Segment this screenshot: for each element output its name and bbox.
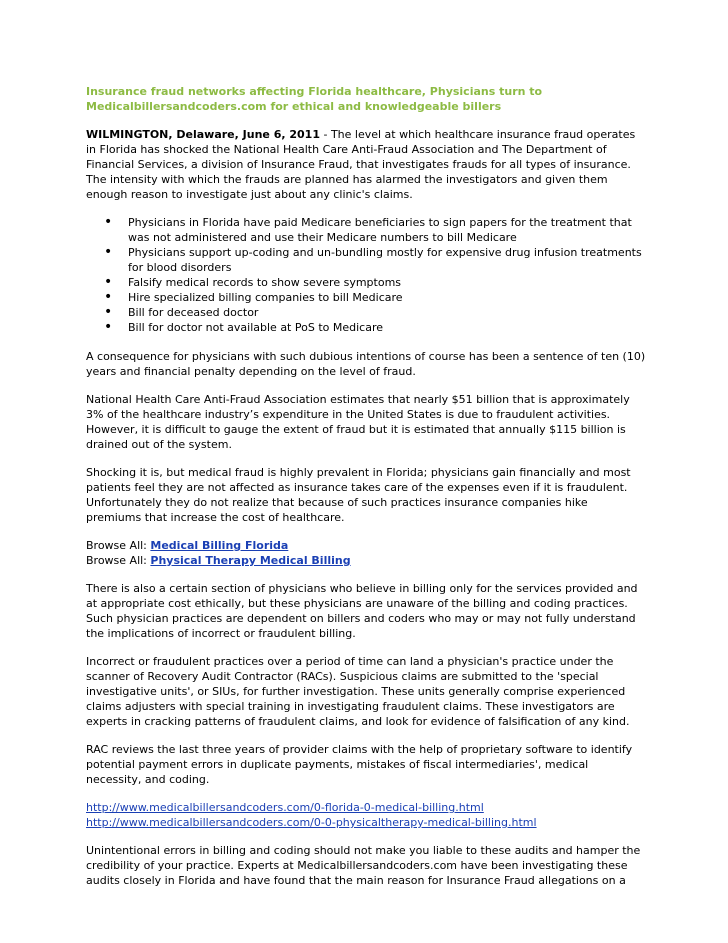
list-item: • Falsify medical records to show severe symptoms [128,275,646,290]
list-item: • Hire specialized billing companies to bill Medicare [128,290,646,305]
list-item: • Physicians support up-coding and un-bundling mostly for expensive drug infusion treatments for blood disorders [128,245,646,275]
document-page [86,84,646,901]
headline-line-1: Insurance fraud networks affecting Florida healthcare, Physicians turn to [86,85,543,98]
paragraph-rac-scanner: Incorrect or fraudulent practices over a period of time can land a physician's practice under the scanner of Recovery Audit Contractor (RACs). Suspicious claims are submitted to the 'special investigative units', or SIUs, for further investigation. These units generally comprise experienced claims adjusters with special training in investigating fraudulent claims. These investigators are experts in cracking patterns of fraudulent claims, and look for evidence of falsification of any kind. [86,655,630,728]
browse-row [86,538,646,553]
paragraph-unintentional-errors: Unintentional errors in billing and coding should not make you liable to these audits and hamper the credibility of your practice. Experts at Medicalbillersandcoders.com have been investigating these audits closely in Florida and have found that the main reason for Insurance Fraud allegations on a [86,844,641,887]
browse-prefix: Browse All: [86,554,151,567]
physical-therapy-url-link[interactable]: http://www.medicalbillersandcoders.com/0-0-physicaltherapy-medical-billing.html [86,816,537,829]
intro-paragraph [86,127,646,202]
paragraph-prevalence: Shocking it is, but medical fraud is highly prevalent in Florida; physicians gain financially and most patients feel they are not affected as insurance takes care of the expenses even if it is fraudulent. Unfortunately they do not realize that because of such practices insurance companies hike premiums that increase the cost of healthcare. [86,466,631,524]
dateline: WILMINGTON, Delaware, June 6, 2011 [86,128,320,141]
list-item: • Bill for doctor not available at PoS to Medicare [128,320,646,335]
browse-prefix: Browse All: [86,539,151,552]
list-item: • Bill for deceased doctor [128,305,646,320]
intro-text: - The level at which healthcare insurance fraud operates in Florida has shocked the National Health Care Anti-Fraud Association and The Department of Financial Services, a division of Insurance Fraud, that investigates frauds for all types of insurance. The intensity with which the frauds are planned has alarmed the investigators and given them enough reason to investigate just about any clinic's claims. [86,128,636,201]
paragraph-rac-reviews: RAC reviews the last three years of provider claims with the help of proprietary software to identify potential payment errors in duplicate payments, mistakes of fiscal intermediaries', medical necessity, and coding. [86,743,633,786]
paragraph-estimates: National Health Care Anti-Fraud Association estimates that nearly $51 billion that is approximately 3% of the healthcare industry’s expenditure in the United States is due to fraudulent activities. However, it is difficult to gauge the extent of fraud but it is estimated that annually $115 billion is drained out of the system. [86,393,630,451]
physical-therapy-billing-link[interactable]: Physical Therapy Medical Billing [150,554,351,567]
browse-links [86,538,646,568]
florida-billing-url-link[interactable]: http://www.medicalbillersandcoders.com/0-florida-0-medical-billing.html [86,801,484,814]
headline-line-2: Medicalbillersandcoders.com for ethical and knowledgeable billers [86,100,502,113]
fraud-practices-list [86,215,646,335]
paragraph-ethical-physicians: There is also a certain section of physicians who believe in billing only for the services provided and at appropriate cost ethically, but these physicians are unaware of the billing and coding practices. Such physician practices are dependent on billers and coders who may or may not fully understand the implications of incorrect or fraudulent billing. [86,582,638,640]
list-item: • Physicians in Florida have paid Medicare beneficiaries to sign papers for the treatment that was not administered and use their Medicare numbers to bill Medicare [128,215,646,245]
paragraph-consequence: A consequence for physicians with such dubious intentions of course has been a sentence of ten (10) years and financial penalty depending on the level of fraud. [86,350,646,378]
headline [86,84,646,114]
browse-row [86,553,646,568]
medical-billing-florida-link[interactable]: Medical Billing Florida [150,539,289,552]
url-links [86,800,646,830]
